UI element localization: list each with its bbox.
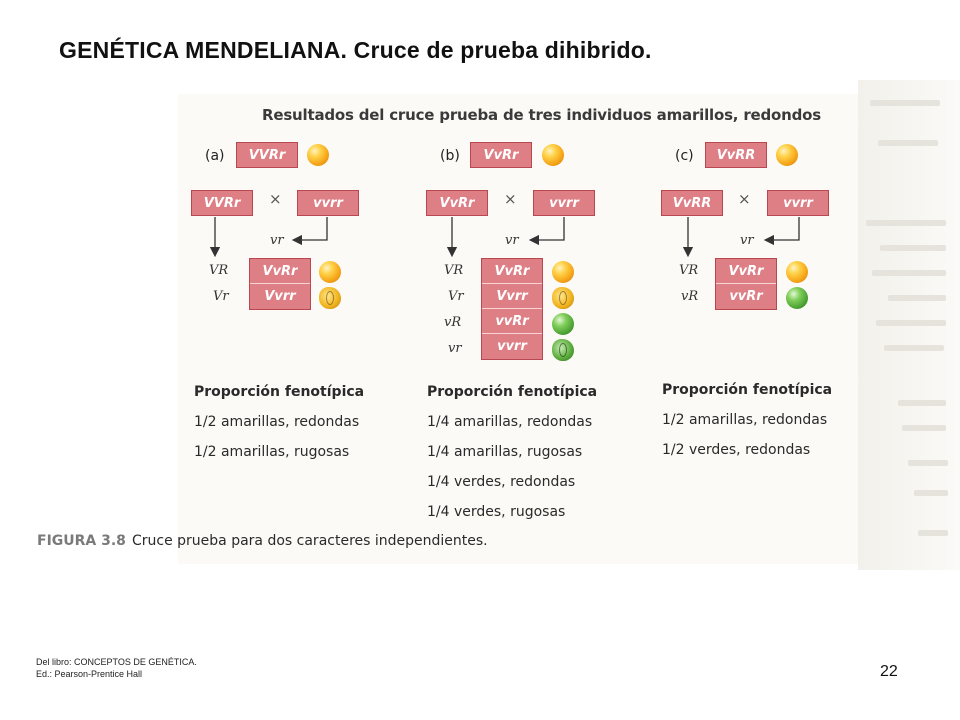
panel-c-gamete-1: vR bbox=[681, 289, 699, 304]
panel-b-parent-seed-yellow-round-icon bbox=[542, 144, 564, 166]
arrow-b-tester bbox=[534, 217, 564, 240]
panel-c-label: (c) bbox=[675, 148, 694, 164]
panel-a-cross-symbol: × bbox=[269, 190, 282, 208]
panel-b-gamete-2: vR bbox=[444, 315, 462, 330]
panel-a-offspring-0: VvRr bbox=[250, 259, 310, 284]
panel-a-parent-genotype: VVRr bbox=[236, 142, 298, 168]
panel-b-cross-left: VvRr bbox=[426, 190, 488, 216]
panel-a-proportion-1: 1/2 amarillas, rugosas bbox=[194, 444, 350, 460]
panel-b-cross-right: vvrr bbox=[533, 190, 595, 216]
panel-c-offspring-1-green-round-seed-icon bbox=[786, 287, 808, 309]
panel-c-parent-seed-yellow-round-icon bbox=[776, 144, 798, 166]
panel-c-cross-right: vvrr bbox=[767, 190, 829, 216]
figure-caption-label: FIGURA 3.8 bbox=[37, 533, 126, 549]
panel-b-offspring-1: Vvrr bbox=[482, 284, 542, 309]
page-number: 22 bbox=[880, 663, 898, 680]
panel-c-offspring-stack bbox=[715, 258, 777, 310]
panel-a-offspring-0-yellow-round-seed-icon bbox=[319, 261, 341, 283]
figure-heading: Resultados del cruce prueba de tres individuos amarillos, redondos bbox=[262, 106, 821, 124]
panel-b-offspring-3-green-wrinkled-seed-icon bbox=[552, 339, 574, 361]
panel-c-proportion-1: 1/2 verdes, redondas bbox=[662, 442, 811, 458]
panel-b-offspring-2: vvRr bbox=[482, 309, 542, 334]
panel-b-proportion-0: 1/4 amarillas, redondas bbox=[427, 414, 593, 430]
panel-a-proportion-title: Proporción fenotípica bbox=[194, 384, 365, 400]
panel-a-cross-left: VVRr bbox=[191, 190, 253, 216]
panel-a-offspring-1-yellow-wrinkled-seed-icon bbox=[319, 287, 341, 309]
panel-c-cross-left: VvRR bbox=[661, 190, 723, 216]
panel-a-proportion-0: 1/2 amarillas, redondas bbox=[194, 414, 360, 430]
panel-a-tester-gamete: vr bbox=[270, 233, 284, 248]
panel-b-gamete-3: vr bbox=[448, 341, 462, 356]
panel-b-gamete-1: Vr bbox=[448, 289, 464, 304]
source-line-2: Ed.: Pearson-Prentice Hall bbox=[36, 669, 143, 679]
panel-b-offspring-3: vvrr bbox=[497, 339, 527, 354]
panel-b-offspring-0-yellow-round-seed-icon bbox=[552, 261, 574, 283]
panel-b-offspring-1-yellow-wrinkled-seed-icon bbox=[552, 287, 574, 309]
panel-b-parent-genotype: VvRr bbox=[470, 142, 532, 168]
panel-a-cross-right: vvrr bbox=[297, 190, 359, 216]
panel-c-proportion-title: Proporción fenotípica bbox=[662, 382, 833, 398]
panel-c-proportion-0: 1/2 amarillas, redondas bbox=[662, 412, 828, 428]
panel-c-offspring-0: VvRr bbox=[716, 259, 776, 284]
panel-b-label: (b) bbox=[440, 148, 460, 164]
panel-a-label: (a) bbox=[205, 148, 225, 164]
panel-c-parent-genotype: VvRR bbox=[705, 142, 767, 168]
panel-a-gamete-0: VR bbox=[209, 263, 229, 278]
panel-a-parent-seed-yellow-round-icon bbox=[307, 144, 329, 166]
figure-caption-text: Cruce prueba para dos caracteres independientes. bbox=[132, 533, 488, 549]
panel-b-proportion-1: 1/4 amarillas, rugosas bbox=[427, 444, 583, 460]
panel-c-offspring-0-yellow-round-seed-icon bbox=[786, 261, 808, 283]
panel-b-proportion-title: Proporción fenotípica bbox=[427, 384, 598, 400]
source-line-1: Del libro: CONCEPTOS DE GENÉTICA. bbox=[36, 657, 197, 667]
slide-title: GENÉTICA MENDELIANA. Cruce de prueba dihibrido. bbox=[59, 37, 652, 63]
panel-c-offspring-1: vvRr bbox=[729, 289, 763, 304]
arrow-a-tester bbox=[297, 217, 327, 240]
source-citation bbox=[36, 656, 197, 680]
panel-c-tester-gamete: vr bbox=[740, 233, 754, 248]
panel-a-gamete-1: Vr bbox=[213, 289, 229, 304]
panel-c-gamete-0: VR bbox=[679, 263, 699, 278]
panel-b-proportion-2: 1/4 verdes, redondas bbox=[427, 474, 576, 490]
arrow-c-tester bbox=[769, 217, 799, 240]
panel-b-offspring-0: VvRr bbox=[482, 259, 542, 284]
panel-b-cross-symbol: × bbox=[504, 190, 517, 208]
panel-a-offspring-stack bbox=[249, 258, 311, 310]
panel-a-offspring-1: Vvrr bbox=[264, 289, 296, 304]
panel-c-cross-symbol: × bbox=[738, 190, 751, 208]
panel-b-proportion-3: 1/4 verdes, rugosas bbox=[427, 504, 566, 520]
panel-b-gamete-0: VR bbox=[444, 263, 464, 278]
panel-b-offspring-stack bbox=[481, 258, 543, 360]
panel-b-offspring-2-green-round-seed-icon bbox=[552, 313, 574, 335]
panel-b-tester-gamete: vr bbox=[505, 233, 519, 248]
